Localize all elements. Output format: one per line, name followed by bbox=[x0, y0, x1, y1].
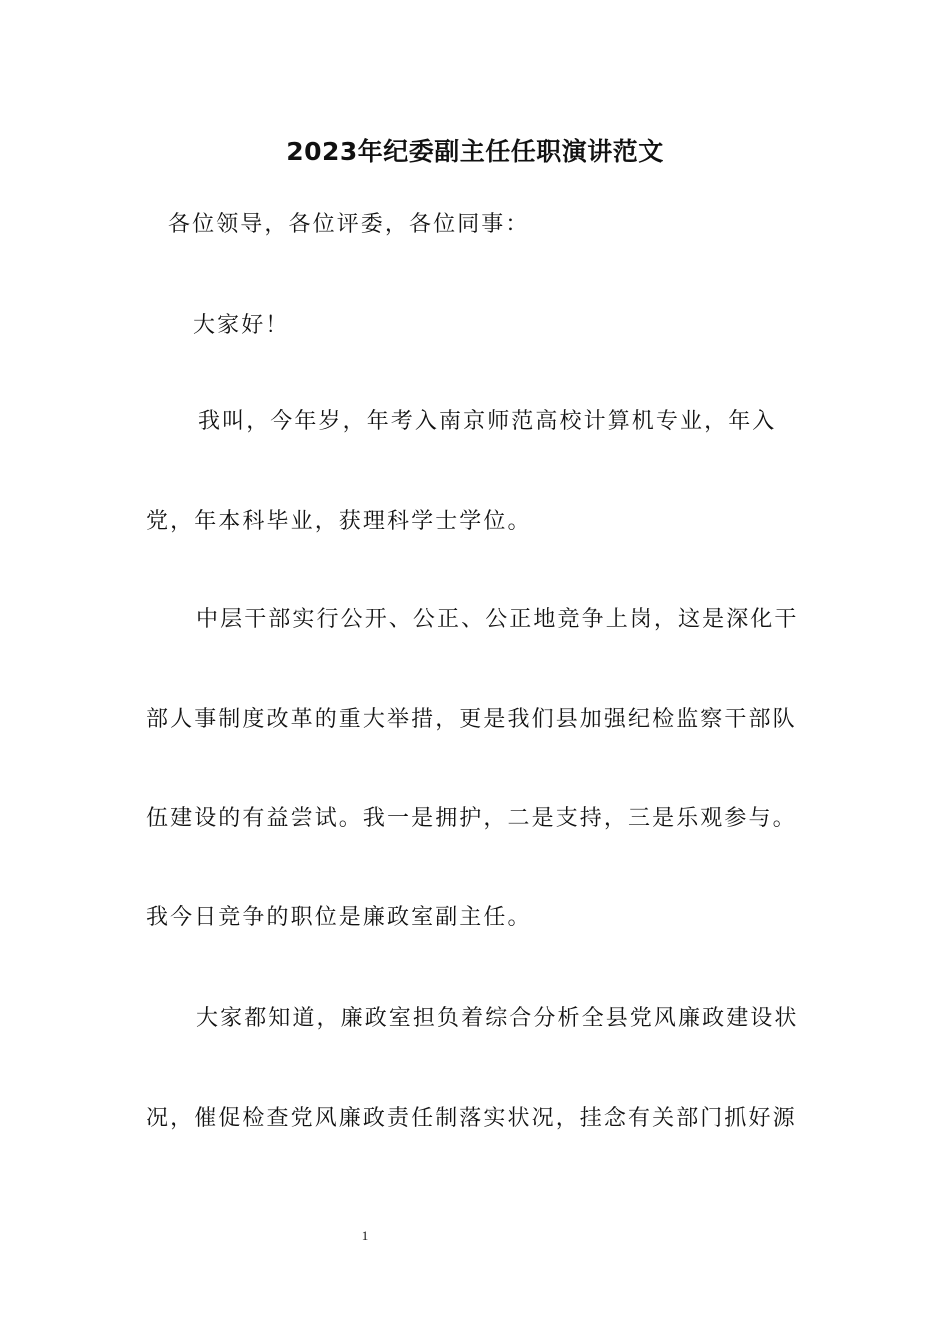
paragraph-reform-line-2: 部人事制度改革的重大举措，更是我们县加强纪检监察干部队 bbox=[146, 707, 797, 732]
paragraph-duties-line-2: 况，催促检查党风廉政责任制落实状况，挂念有关部门抓好源 bbox=[146, 1106, 797, 1131]
paragraph-intro-line-1: 我叫，今年岁，年考入南京师范高校计算机专业，年入 bbox=[198, 409, 777, 434]
paragraph-duties-line-1: 大家都知道，廉政室担负着综合分析全县党风廉政建设状 bbox=[196, 1006, 799, 1031]
paragraph-salutation: 各位领导，各位评委，各位同事： bbox=[168, 212, 530, 237]
paragraph-greeting: 大家好！ bbox=[193, 313, 290, 338]
paragraph-reform-line-3: 伍建设的有益尝试。我一是拥护，二是支持，三是乐观参与。 bbox=[146, 806, 797, 831]
paragraph-reform-line-1: 中层干部实行公开、公正、公正地竞争上岗，这是深化干 bbox=[196, 607, 799, 632]
document-title: 2023年纪委副主任任职演讲范文 bbox=[286, 137, 664, 166]
page-number: 1 bbox=[361, 1228, 369, 1243]
paragraph-intro-line-2: 党，年本科毕业，获理科学士学位。 bbox=[146, 509, 532, 534]
paragraph-reform-line-4: 我今日竞争的职位是廉政室副主任。 bbox=[146, 905, 532, 930]
